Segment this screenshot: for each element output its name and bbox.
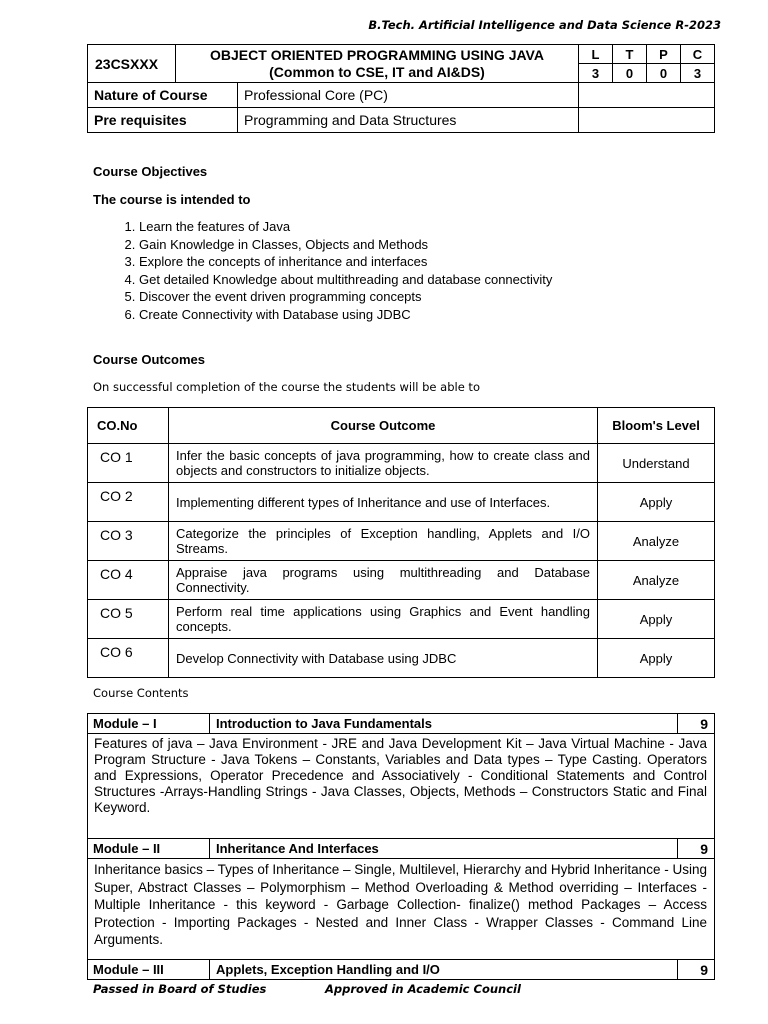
table-row [88,639,715,678]
co-number: CO 5 [100,605,133,621]
module-body-row [88,734,715,839]
module-title: Inheritance And Interfaces [210,839,678,859]
outcomes-intro: On successful completion of the course the students will be able to [93,380,480,394]
course-title-line1: OBJECT ORIENTED PROGRAMMING USING JAVA [210,46,544,63]
co-level: Apply [598,600,715,639]
table-row [88,483,715,522]
course-code: 23CSXXX [88,45,176,83]
col-header-blooms-level: Bloom's Level [598,408,715,444]
objective-item: 5. Discover the event driven programming concepts [139,288,552,306]
table-row [88,600,715,639]
ltpc-value-c: 3 [681,64,715,83]
objectives-list [116,218,552,324]
module-hours: 9 [678,839,715,859]
course-outcomes-table [87,407,715,678]
co-text: Perform real time applications using Graphics and Event handling concepts. [169,600,598,639]
program-header-note: B.Tech. Artificial Intelligence and Data Science R-2023 [368,18,721,32]
module-label: Module – I [88,714,210,734]
objective-item: 1. Learn the features of Java [139,218,552,236]
footer-board-of-studies: Passed in Board of Studies [93,982,267,996]
module-body-row [88,859,715,960]
module-body: Inheritance basics – Types of Inheritance – Single, Multilevel, Hierarchy and Hybrid Inheritance - Using Super, Abstract Classes – Polymorphism – Method Overloading & Method overriding – Interfaces - Multiple Inheritance - this keyword - Garbage Collection- finalize() method Packages – Access Protection - Importing Packages - Nested and Inner Class - Wrapper Classes - Command Line Arguments. [88,859,715,960]
module-title: Introduction to Java Fundamentals [210,714,678,734]
ltpc-header-t: T [613,45,647,64]
module-header-row [88,960,715,980]
module-hours: 9 [678,960,715,980]
objective-item: 3. Explore the concepts of inheritance and interfaces [139,253,552,271]
footer-academic-council: Approved in Academic Council [325,982,521,996]
ltpc-header-l: L [579,45,613,64]
nature-value: Professional Core (PC) [237,83,388,107]
module-hours: 9 [678,714,715,734]
course-contents-table [87,713,715,980]
contents-heading: Course Contents [93,686,189,700]
nature-label: Nature of Course [94,87,208,103]
course-title [176,45,579,83]
objectives-intro: The course is intended to [93,192,251,207]
co-text: Develop Connectivity with Database using JDBC [169,639,598,678]
co-text: Implementing different types of Inheritance and use of Interfaces. [169,483,598,522]
co-text: Infer the basic concepts of java programming, how to create class and objects and constructors to initialize objects. [169,444,598,483]
co-level: Analyze [598,561,715,600]
table-row [88,561,715,600]
prereq-label: Pre requisites [94,112,187,128]
objective-item: 4. Get detailed Knowledge about multithreading and database connectivity [139,271,552,289]
objective-item: 2. Gain Knowledge in Classes, Objects and Methods [139,236,552,254]
co-number: CO 2 [100,488,133,504]
ltpc-value-p: 0 [647,64,681,83]
col-header-course-outcome: Course Outcome [169,408,598,444]
co-level: Analyze [598,522,715,561]
co-number: CO 4 [100,566,133,582]
module-header-row [88,839,715,859]
col-header-co-no: CO.No [88,408,169,444]
table-row [88,444,715,483]
ltpc-value-t: 0 [613,64,647,83]
objectives-heading: Course Objectives [93,164,208,179]
ltpc-header-p: P [647,45,681,64]
module-title: Applets, Exception Handling and I/O [210,960,678,980]
module-body: Features of java – Java Environment - JRE and Java Development Kit – Java Virtual Machine - Java Program Structure - Java Tokens – Constants, Variables and Data types – Type Casting. Operators and Expressions, Operator Precedence and Associatively - Conditional Statements and Control Structures -Arrays-Handling Strings - Java Classes, Objects, Methods – Constructors Static and Final Keyword. [88,734,715,839]
module-header-row [88,714,715,734]
co-number: CO 1 [100,449,133,465]
ltpc-value-l: 3 [579,64,613,83]
course-title-line2: (Common to CSE, IT and AI&DS) [269,63,485,80]
co-level: Apply [598,483,715,522]
module-label: Module – III [88,960,210,980]
course-header-table [87,44,715,133]
table-row [88,522,715,561]
co-text: Categorize the principles of Exception handling, Applets and I/O Streams. [169,522,598,561]
prereq-value: Programming and Data Structures [237,108,456,132]
objective-item: 6. Create Connectivity with Database using JDBC [139,306,552,324]
module-label: Module – II [88,839,210,859]
co-number: CO 3 [100,527,133,543]
co-level: Understand [598,444,715,483]
co-level: Apply [598,639,715,678]
outcomes-heading: Course Outcomes [93,352,205,367]
co-number: CO 6 [100,644,133,660]
ltpc-header-c: C [681,45,715,64]
co-text: Appraise java programs using multithreading and Database Connectivity. [169,561,598,600]
